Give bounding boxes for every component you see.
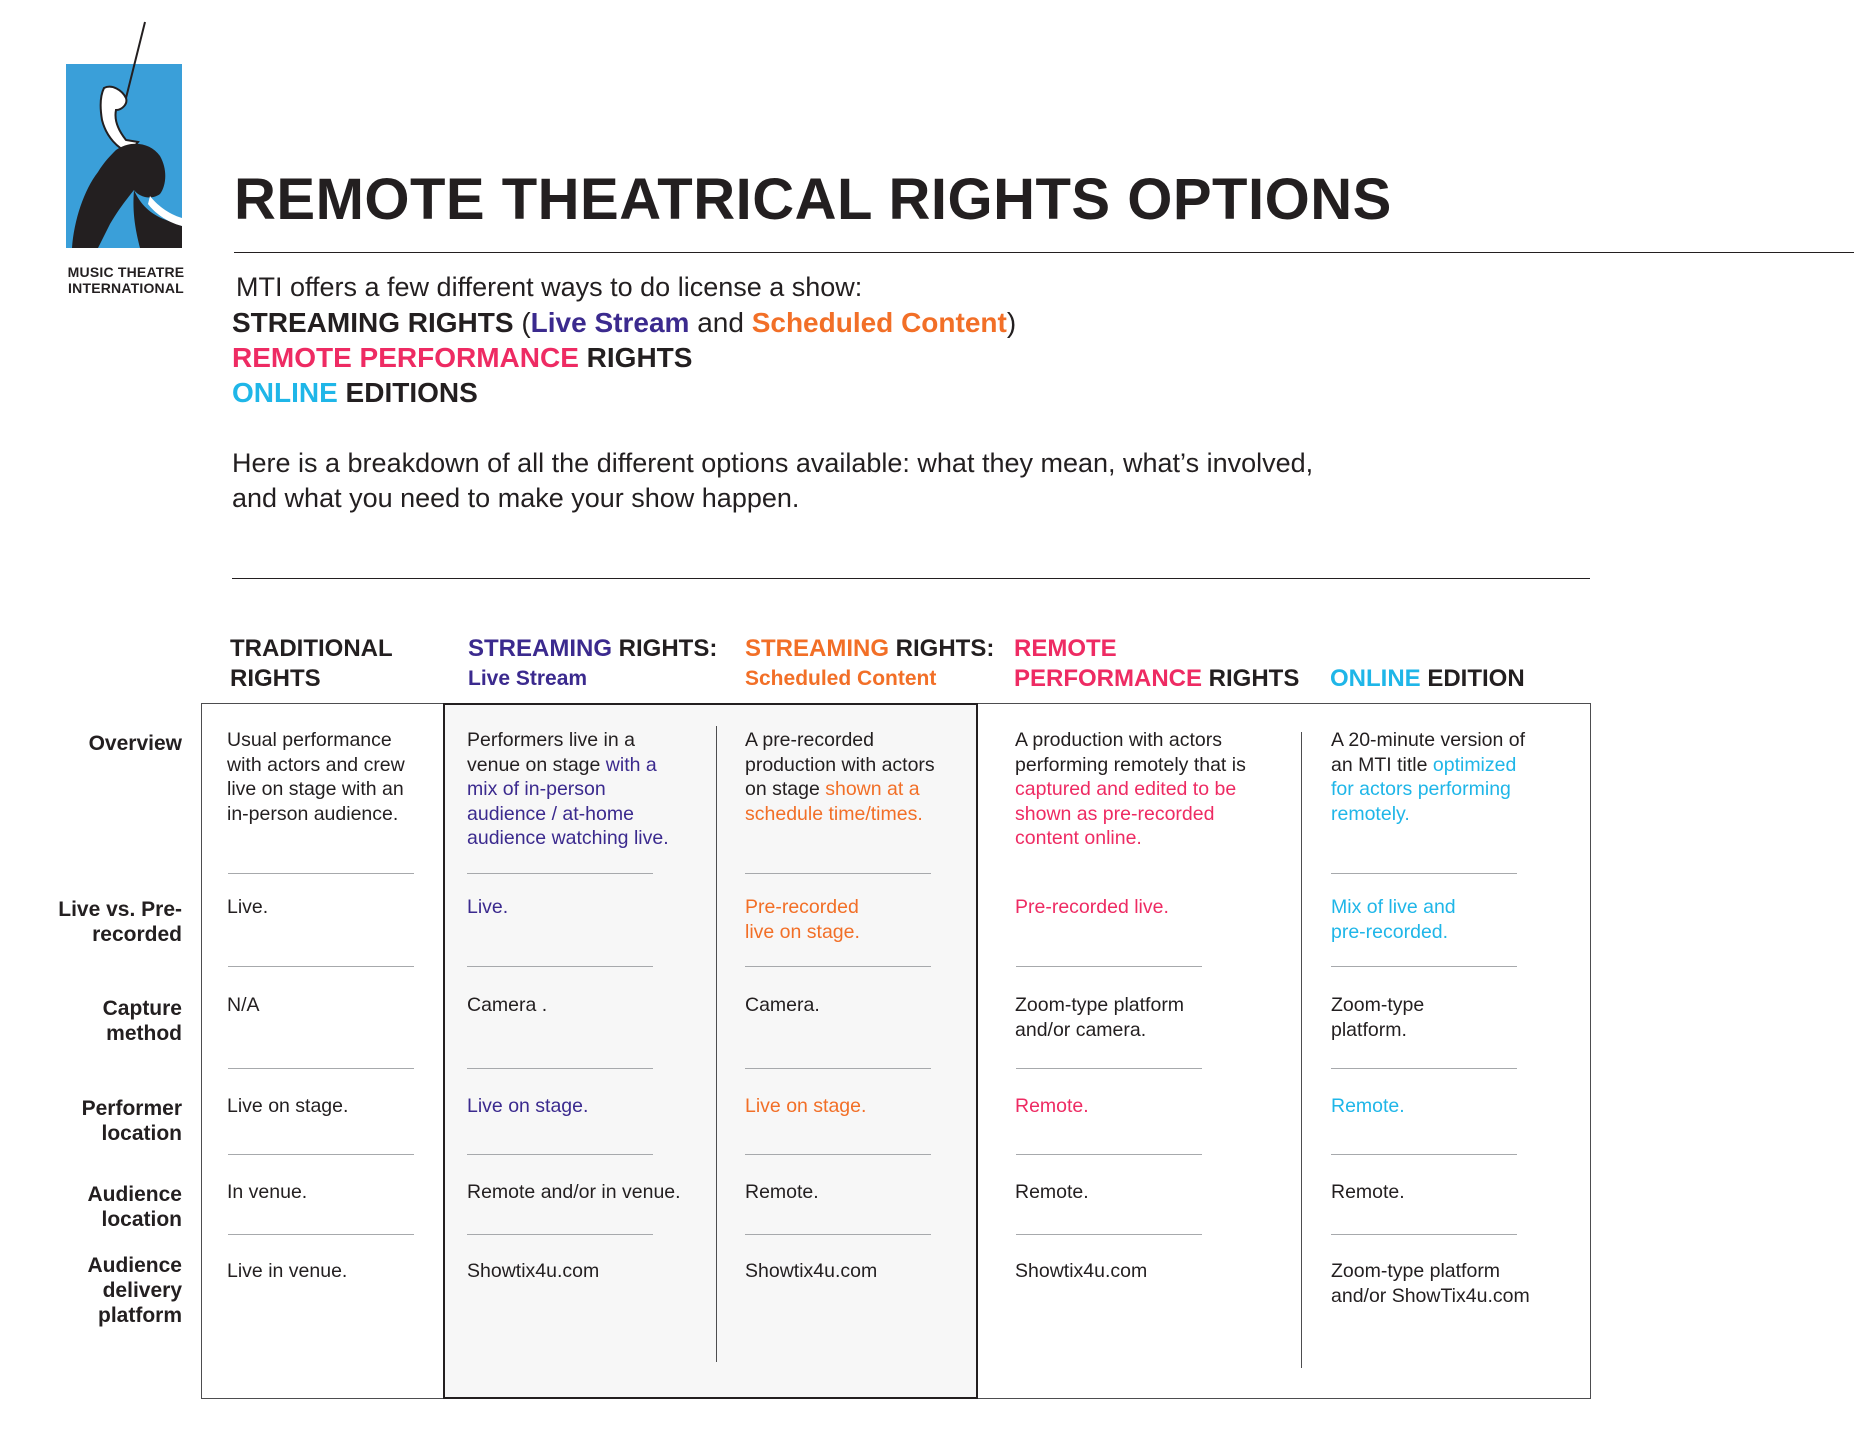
cell-text-b: optimized for actors performing remotely. bbox=[1331, 753, 1517, 825]
cell-capture-traditional: N/A bbox=[227, 994, 260, 1016]
row-separator bbox=[1331, 1234, 1517, 1235]
row-separator bbox=[1331, 1068, 1517, 1069]
column-header-line1b: RIGHTS: bbox=[889, 635, 995, 662]
row-separator bbox=[467, 1234, 653, 1235]
title-divider bbox=[234, 252, 1854, 253]
row-label-capture: Capture method bbox=[102, 997, 182, 1045]
cell-text-a: Usual performance with actors and crew bbox=[227, 729, 405, 776]
column-header-line2: RIGHTS bbox=[230, 665, 321, 692]
row-label-overview: Overview bbox=[88, 732, 182, 755]
cell-overview-online bbox=[1331, 728, 1531, 826]
online-editions-line bbox=[232, 377, 478, 409]
column-header-line1: TRADITIONAL bbox=[230, 635, 393, 662]
cell-performer-scheduled: Live on stage. bbox=[745, 1095, 867, 1117]
column-header-line2: Live Stream bbox=[468, 667, 588, 690]
scheduled-content-label: Scheduled Content bbox=[751, 307, 1007, 338]
streaming-rights-line bbox=[232, 307, 1016, 339]
cell-performer-live-stream: Live on stage. bbox=[467, 1095, 589, 1117]
cell-overview-live-stream bbox=[467, 728, 677, 851]
row-separator bbox=[745, 1154, 931, 1155]
breakdown-paragraph: Here is a breakdown of all the different options available: what they mean, what’s involved, and what you need to make your show happen. bbox=[232, 448, 1314, 513]
intro-text: MTI offers a few different ways to do license a show: bbox=[236, 272, 863, 302]
cell-text-a: A 20-minute version of an MTI title bbox=[1331, 729, 1526, 776]
row-separator bbox=[228, 1068, 414, 1069]
mti-logo bbox=[0, 0, 200, 300]
row-separator bbox=[228, 1154, 414, 1155]
cell-live-scheduled: Pre-recorded live on stage. bbox=[745, 896, 860, 943]
cell-capture-live-stream: Camera . bbox=[467, 994, 548, 1016]
column-header-line1: ONLINE bbox=[1330, 665, 1421, 692]
row-separator bbox=[228, 966, 414, 967]
cell-capture-online: Zoom-type platform. bbox=[1331, 994, 1425, 1041]
and-word: and bbox=[689, 307, 752, 338]
row-separator bbox=[745, 1234, 931, 1235]
cell-live-live-stream: Live. bbox=[467, 896, 509, 918]
row-separator bbox=[1016, 1068, 1202, 1069]
cell-audience-traditional: In venue. bbox=[227, 1181, 308, 1203]
rights-word: RIGHTS bbox=[578, 342, 693, 373]
streaming-rights-label: STREAMING RIGHTS bbox=[232, 307, 514, 338]
online-column-divider bbox=[1301, 732, 1302, 1368]
cell-text-b: shown at a schedule time/times. bbox=[745, 778, 923, 825]
column-header-line1: REMOTE bbox=[1014, 635, 1117, 662]
column-header-line2: PERFORMANCE bbox=[1014, 665, 1203, 692]
row-separator bbox=[1016, 1234, 1202, 1235]
row-separator bbox=[467, 966, 653, 967]
cell-text-b: captured and edited to be shown as pre-recorded content online. bbox=[1015, 778, 1237, 849]
column-header-line1: STREAMING bbox=[745, 635, 889, 662]
cell-text-a: A pre-recorded production with actors on stage bbox=[745, 729, 935, 800]
row-separator bbox=[1331, 966, 1517, 967]
remote-performance-label: REMOTE PERFORMANCE bbox=[232, 342, 579, 373]
row-separator bbox=[467, 1068, 653, 1069]
column-header-online-edition bbox=[1330, 664, 1525, 694]
editions-word: EDITIONS bbox=[337, 377, 478, 408]
row-separator bbox=[1331, 873, 1517, 874]
cell-live-traditional: Live. bbox=[227, 896, 269, 918]
column-header-line1: STREAMING bbox=[468, 635, 612, 662]
cell-audience-live-stream: Remote and/or in venue. bbox=[467, 1181, 681, 1203]
row-separator bbox=[467, 873, 653, 874]
row-separator bbox=[1016, 1154, 1202, 1155]
column-header-line2: Scheduled Content bbox=[745, 667, 937, 690]
row-separator bbox=[745, 1068, 931, 1069]
column-header-remote-performance bbox=[1014, 634, 1299, 694]
cell-audience-remote: Remote. bbox=[1015, 1181, 1089, 1203]
remote-performance-line bbox=[232, 342, 692, 374]
column-header-traditional bbox=[230, 634, 393, 694]
cell-capture-scheduled: Camera. bbox=[745, 994, 820, 1016]
cell-live-online: Mix of live and pre-recorded. bbox=[1331, 896, 1456, 943]
cell-capture-remote: Zoom-type platform and/or camera. bbox=[1015, 994, 1185, 1041]
logo-org-name: MUSIC THEATRE INTERNATIONAL bbox=[67, 264, 185, 296]
cell-text-b: with a mix of in-person audience / at-home audience watching live. bbox=[467, 753, 669, 849]
cell-performer-remote: Remote. bbox=[1015, 1095, 1089, 1117]
live-stream-label: Live Stream bbox=[530, 307, 690, 338]
cell-text-a: A production with actors performing remotely that is bbox=[1015, 729, 1246, 776]
close-paren: ) bbox=[1006, 307, 1017, 338]
cell-delivery-live-stream: Showtix4u.com bbox=[467, 1260, 600, 1282]
column-header-line1b: RIGHTS: bbox=[612, 635, 718, 662]
row-label-performer: Performer location bbox=[81, 1097, 182, 1145]
online-label: ONLINE bbox=[232, 377, 338, 408]
column-header-line2b: RIGHTS bbox=[1202, 665, 1300, 692]
cell-overview-scheduled bbox=[745, 728, 960, 826]
column-header-scheduled bbox=[745, 634, 994, 694]
row-separator bbox=[228, 1234, 414, 1235]
row-label-delivery: Audience delivery platform bbox=[87, 1254, 182, 1327]
cell-performer-traditional: Live on stage. bbox=[227, 1095, 349, 1117]
row-separator bbox=[1016, 966, 1202, 967]
row-label-audience: Audience location bbox=[87, 1183, 182, 1231]
cell-audience-online: Remote. bbox=[1331, 1181, 1405, 1203]
cell-text-a: Performers live in a venue on stage bbox=[467, 729, 635, 776]
row-separator bbox=[1331, 1154, 1517, 1155]
conductor-baton-icon bbox=[0, 0, 200, 260]
row-separator bbox=[745, 873, 931, 874]
streaming-column-divider bbox=[716, 726, 717, 1362]
cell-delivery-remote: Showtix4u.com bbox=[1015, 1260, 1148, 1282]
cell-text-b: live on stage with an in-person audience. bbox=[227, 778, 404, 825]
cell-performer-online: Remote. bbox=[1331, 1095, 1405, 1117]
column-header-live-stream bbox=[468, 634, 717, 694]
cell-delivery-online: Zoom-type platform and/or ShowTix4u.com bbox=[1331, 1260, 1530, 1307]
cell-overview-traditional bbox=[227, 728, 427, 826]
row-separator bbox=[467, 1154, 653, 1155]
open-paren: ( bbox=[513, 307, 531, 338]
row-separator bbox=[745, 966, 931, 967]
cell-overview-remote bbox=[1015, 728, 1255, 851]
row-separator bbox=[228, 873, 414, 874]
cell-delivery-traditional: Live in venue. bbox=[227, 1260, 348, 1282]
row-label-live-vs: Live vs. Pre-recorded bbox=[58, 898, 182, 946]
cell-delivery-scheduled: Showtix4u.com bbox=[745, 1260, 878, 1282]
cell-live-remote: Pre-recorded live. bbox=[1015, 896, 1169, 918]
cell-audience-scheduled: Remote. bbox=[745, 1181, 819, 1203]
page-title: REMOTE THEATRICAL RIGHTS OPTIONS bbox=[234, 167, 1392, 232]
section-divider bbox=[232, 578, 1590, 579]
column-header-line1b: EDITION bbox=[1420, 665, 1525, 692]
